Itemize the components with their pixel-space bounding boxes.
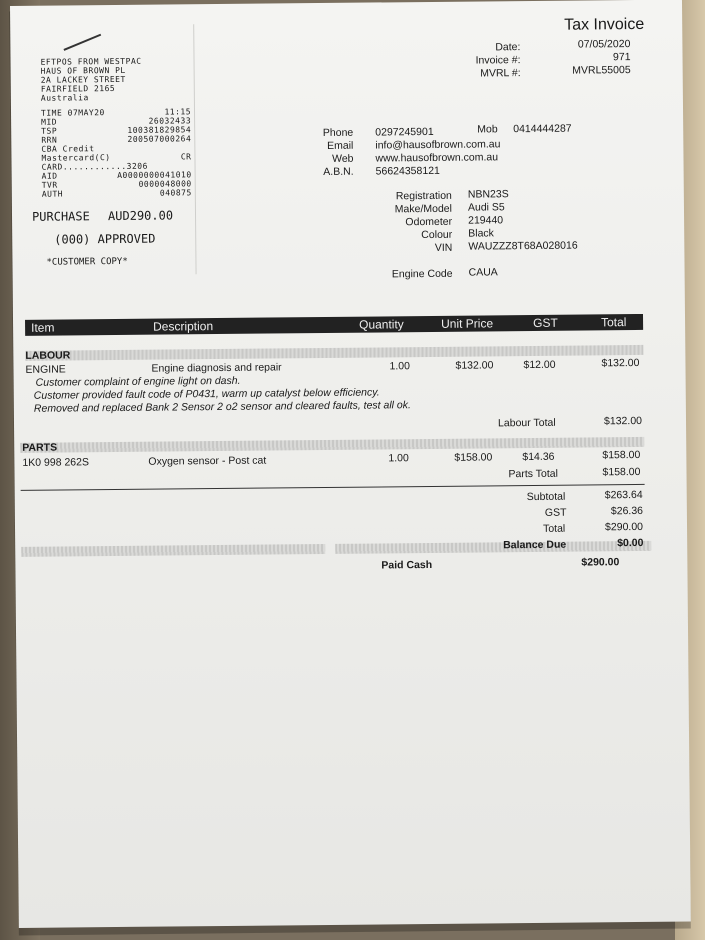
gst-total-label: GST — [544, 506, 567, 519]
receipt-header-line: 2A LACKEY STREET — [40, 74, 126, 85]
date-label: Date: — [495, 41, 521, 54]
column-item: Item — [31, 320, 55, 335]
receipt-header-line: FAIRFIELD 2165 — [40, 83, 116, 94]
receipt-row-value: 26032433 — [148, 116, 192, 126]
engine-code-label: Engine Code — [391, 267, 453, 281]
registration-value: NBN23S — [467, 188, 509, 201]
registration-label: Registration — [395, 189, 452, 203]
labour-unit-price: $132.00 — [455, 359, 494, 372]
receipt-header-line: EFTPOS FROM WESTPAC — [40, 56, 142, 67]
receipt-row-value: 200507000264 — [127, 134, 192, 144]
web-value: www.hausofbrown.com.au — [375, 151, 499, 165]
parts-total-value: $158.00 — [602, 465, 641, 479]
labour-item: ENGINE — [25, 363, 66, 376]
subtotal-label: Subtotal — [526, 490, 566, 504]
mvrl-value: MVRL55005 — [572, 64, 631, 77]
column-gst: GST — [532, 315, 558, 330]
balance-due-label: Balance Due — [503, 538, 567, 552]
email-label: Email — [327, 139, 354, 152]
receipt-row-label: TSP — [41, 126, 58, 136]
labour-gst: $12.00 — [523, 358, 556, 372]
total-value: $290.00 — [604, 520, 644, 534]
receipt-row-value: A0000000041010 — [117, 170, 192, 180]
receipt-row-label: MID — [41, 117, 58, 127]
labour-note: Customer provided fault code of P0431, warm up catalyst below efficiency. — [33, 386, 380, 402]
parts-quantity: 1.00 — [388, 452, 409, 465]
gst-total-value: $26.36 — [610, 504, 644, 518]
labour-description: Engine diagnosis and repair — [151, 361, 282, 375]
mvrl-label: MVRL #: — [480, 67, 521, 80]
invoice-paper — [10, 0, 691, 928]
receipt-row-label: AUTH — [41, 189, 64, 199]
paid-cash-label: Paid Cash — [381, 558, 433, 572]
receipt-purchase-label: PURCHASE — [31, 209, 90, 224]
engine-code-value: CAUA — [468, 266, 498, 279]
column-total: Total — [600, 315, 627, 330]
parts-item: 1K0 998 262S — [22, 456, 90, 469]
invoice-number-label: Invoice #: — [475, 54, 521, 67]
receipt-row-value: 0000048000 — [138, 179, 192, 189]
parts-unit-price: $158.00 — [454, 451, 493, 464]
invoice-number-value: 971 — [612, 51, 631, 64]
receipt-row-label: Mastercard(C) — [41, 153, 111, 163]
receipt-header-line: HAUS OF BROWN PL — [40, 65, 126, 76]
receipt-customer-copy: *CUSTOMER COPY* — [46, 256, 128, 268]
total-label: Total — [542, 522, 566, 535]
vin-label: VIN — [434, 241, 453, 254]
balance-due-value: $0.00 — [617, 536, 644, 550]
parts-gst: $14.36 — [522, 450, 555, 464]
labour-total-value: $132.00 — [603, 414, 643, 428]
balance-band-left — [21, 544, 325, 557]
parts-section-title: PARTS — [22, 441, 58, 454]
receipt-time-label: TIME 07MAY20 — [40, 108, 105, 118]
receipt-row-label: AID — [41, 171, 58, 181]
receipt-approved: (000) APPROVED — [54, 231, 156, 247]
mob-label: Mob — [477, 123, 498, 136]
receipt-row-value: 100381829854 — [127, 125, 192, 135]
labour-section-title: LABOUR — [25, 349, 71, 362]
receipt-row-label: RRN — [41, 135, 58, 145]
column-quantity: Quantity — [359, 317, 404, 332]
subtotal-value: $263.64 — [604, 488, 643, 502]
column-unit-price: Unit Price — [441, 316, 494, 331]
eftpos-receipt — [24, 24, 196, 276]
mob-value: 0414444287 — [513, 122, 572, 136]
labour-total-label: Labour Total — [497, 416, 556, 430]
make-model-value: Audi S5 — [467, 201, 505, 214]
web-label: Web — [332, 152, 354, 165]
parts-total-label: Parts Total — [508, 467, 558, 481]
odometer-value: 219440 — [468, 214, 504, 227]
labour-note: Customer complaint of engine light on dash. — [35, 374, 241, 389]
labour-note: Removed and replaced Bank 2 Sensor 2 o2 sensor and cleared faults, test all ok. — [33, 399, 411, 415]
receipt-row-label: CARD............3206 — [41, 161, 148, 172]
receipt-row-value: CR — [180, 152, 192, 162]
phone-value: 0297245901 — [375, 125, 434, 139]
receipt-row — [42, 188, 192, 198]
column-description: Description — [153, 319, 214, 334]
receipt-header-line: Australia — [40, 93, 89, 103]
document-title: Tax Invoice — [564, 15, 645, 34]
colour-value: Black — [468, 227, 494, 240]
parts-description: Oxygen sensor - Post cat — [148, 454, 267, 468]
colour-label: Colour — [421, 228, 453, 242]
labour-total: $132.00 — [601, 356, 640, 370]
make-model-label: Make/Model — [394, 202, 453, 216]
receipt-row-value: 040875 — [159, 188, 192, 198]
balance-band-right — [335, 538, 651, 554]
labour-quantity: 1.00 — [389, 360, 410, 373]
date-value: 07/05/2020 — [577, 38, 631, 51]
email-value: info@hausofbrown.com.au — [375, 138, 501, 152]
receipt-row-label: CBA Credit — [41, 144, 95, 154]
vin-value: WAUZZZ8T68A028016 — [468, 239, 578, 253]
receipt-row-label: TVR — [41, 180, 58, 190]
abn-value: 56624358121 — [375, 164, 440, 178]
phone-label: Phone — [322, 126, 354, 140]
receipt-time-value: 11:15 — [164, 107, 192, 117]
receipt-purchase-amount: AUD290.00 — [107, 208, 174, 224]
table-header — [25, 314, 643, 336]
abn-label: A.B.N. — [323, 165, 354, 179]
pen-mark — [63, 34, 101, 51]
parts-total: $158.00 — [602, 448, 641, 462]
odometer-label: Odometer — [405, 215, 453, 229]
paid-cash-value: $290.00 — [581, 556, 620, 569]
